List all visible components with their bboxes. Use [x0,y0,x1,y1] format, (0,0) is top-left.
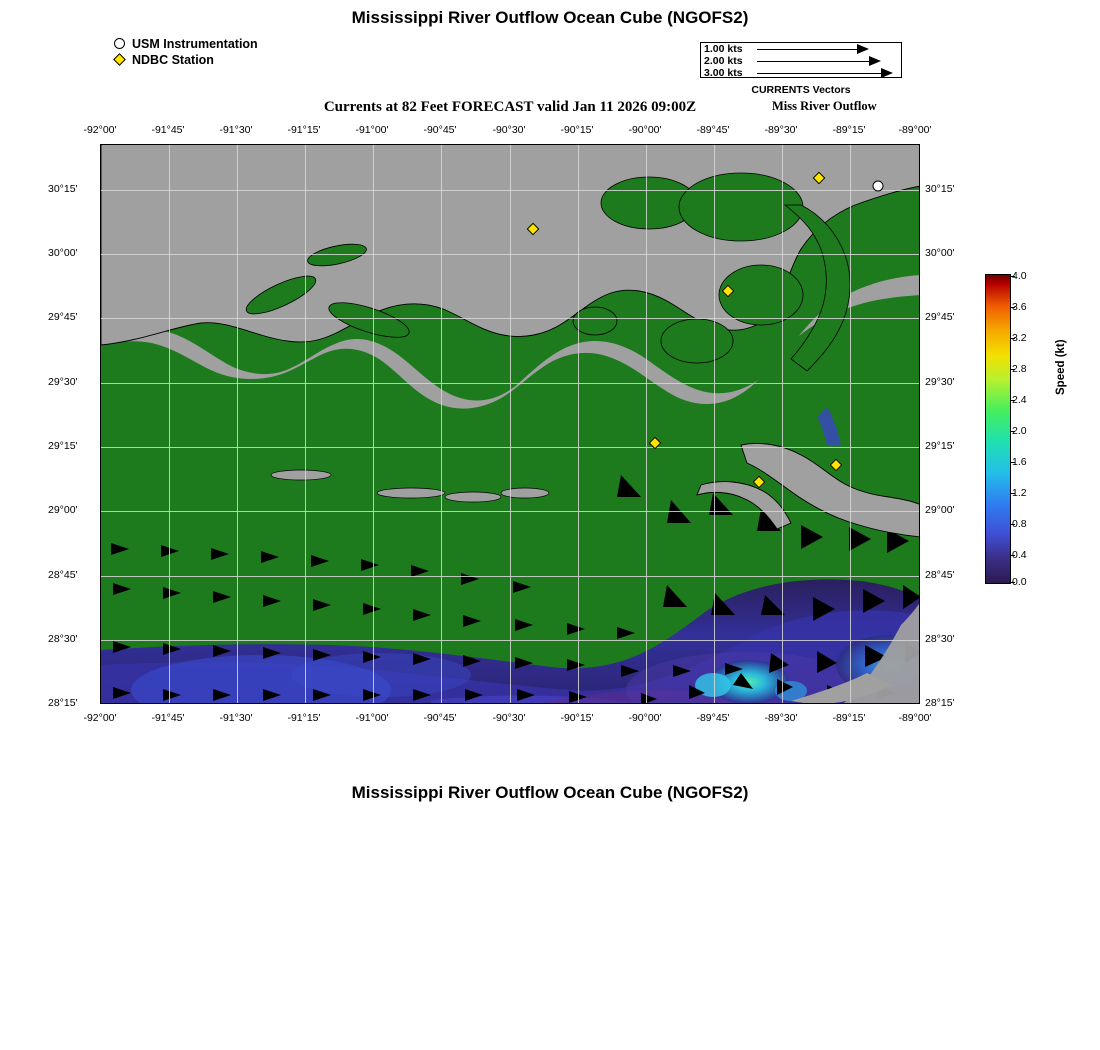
grid-line [101,190,919,191]
colorbar-tick-label: 0.0 [1012,576,1027,588]
x-tick-label: -91°30' [219,712,253,724]
y-tick-label: 28°45' [48,569,78,581]
grid-line [101,318,919,319]
vector-key-label: 2.00 kts [704,55,743,67]
circle-marker-icon [110,38,128,49]
colorbar [985,270,1027,588]
y-tick-label: 28°30' [925,633,955,645]
grid-line [237,145,238,703]
vector-key-label: 1.00 kts [704,43,743,55]
x-tick-label: -89°45' [696,712,730,724]
x-tick-label: -91°00' [355,124,389,136]
y-tick-label: 28°30' [48,633,78,645]
grid-line [101,511,919,512]
grid-line [373,145,374,703]
grid-line [101,383,919,384]
legend-label: NDBC Station [132,52,214,67]
colorbar-title: Speed (kt) [1055,339,1067,395]
y-tick-label: 29°45' [48,311,78,323]
y-tick-label: 29°15' [48,440,78,452]
grid-line [101,640,919,641]
y-tick-label: 29°15' [925,440,955,452]
x-tick-label: -89°15' [832,712,866,724]
vector-scale-key [700,42,902,78]
grid-line [441,145,442,703]
legend-item-ndbc [110,52,258,67]
x-tick-label: -89°15' [832,124,866,136]
usm-instrumentation-marker[interactable] [873,181,884,192]
y-tick-label: 29°30' [48,376,78,388]
colorbar-tick-label: 0.8 [1012,518,1027,530]
x-tick-label: -92°00' [83,712,117,724]
grid-line [850,145,851,703]
vector-key-row [701,55,901,67]
x-tick-label: -89°30' [764,712,798,724]
x-tick-label: -91°15' [287,124,321,136]
vector-key-line [757,73,881,74]
y-tick-label: 28°15' [925,697,955,709]
x-tick-label: -91°15' [287,712,321,724]
legend-item-usm [110,36,258,51]
grid-line [101,447,919,448]
diamond-marker-icon [110,55,128,64]
x-tick-label: -90°00' [628,124,662,136]
x-tick-label: -90°15' [560,712,594,724]
y-tick-label: 30°15' [48,183,78,195]
x-tick-label: -91°45' [151,712,185,724]
vector-key-label: 3.00 kts [704,67,743,79]
x-tick-label: -90°45' [423,124,457,136]
x-tick-label: -89°00' [898,712,932,724]
x-tick-label: -90°00' [628,712,662,724]
vector-arrow-icon [881,68,893,78]
vector-key-line [757,49,857,50]
grid-line [169,145,170,703]
y-tick-label: 29°00' [925,504,955,516]
colorbar-tick-label: 3.2 [1012,332,1027,344]
y-tick-label: 29°30' [925,376,955,388]
x-tick-label: -90°15' [560,124,594,136]
y-tick-label: 30°00' [925,247,955,259]
colorbar-tick-label: 2.0 [1012,425,1027,437]
grid-line [646,145,647,703]
vector-key-caption: CURRENTS Vectors [751,84,851,96]
grid-line [782,145,783,703]
colorbar-tick-label: 1.6 [1012,456,1027,468]
vector-arrow-icon [857,44,869,54]
map-legend [110,36,258,68]
x-tick-label: -89°30' [764,124,798,136]
vector-key-row [701,67,901,79]
grid-line [714,145,715,703]
x-tick-label: -89°00' [898,124,932,136]
colorbar-tick-label: 1.2 [1012,487,1027,499]
x-tick-label: -92°00' [83,124,117,136]
outflow-label: Miss River Outflow [772,99,877,113]
grid-line [305,145,306,703]
vector-arrow-icon [869,56,881,66]
bottom-title: Mississippi River Outflow Ocean Cube (NGOFS2) [351,783,749,802]
x-tick-label: -89°45' [696,124,730,136]
grid-line [578,145,579,703]
x-tick-label: -90°45' [423,712,457,724]
colorbar-tick-label: 4.0 [1012,270,1027,282]
x-tick-label: -91°00' [355,712,389,724]
grid-line [510,145,511,703]
y-tick-label: 30°15' [925,183,955,195]
y-tick-label: 29°00' [48,504,78,516]
y-tick-label: 29°45' [925,311,955,323]
colorbar-tick-label: 2.8 [1012,363,1027,375]
y-tick-label: 28°15' [48,697,78,709]
map-canvas[interactable] [100,144,920,704]
colorbar-tick-label: 2.4 [1012,394,1027,406]
chart-subtitle: Currents at 82 Feet FORECAST valid Jan 11 2026 09:00Z [323,99,697,115]
page-title: Mississippi River Outflow Ocean Cube (NGOFS2) [351,8,749,27]
x-tick-label: -91°30' [219,124,253,136]
y-tick-label: 28°45' [925,569,955,581]
colorbar-gradient [985,274,1011,584]
y-tick-label: 30°00' [48,247,78,259]
vector-key-row [701,43,901,55]
grid-line [101,576,919,577]
vector-key-line [757,61,869,62]
colorbar-tick-label: 3.6 [1012,301,1027,313]
legend-label: USM Instrumentation [132,36,258,51]
x-tick-label: -91°45' [151,124,185,136]
grid-line [101,254,919,255]
colorbar-tick-label: 0.4 [1012,549,1027,561]
x-tick-label: -90°30' [492,712,526,724]
x-tick-label: -90°30' [492,124,526,136]
